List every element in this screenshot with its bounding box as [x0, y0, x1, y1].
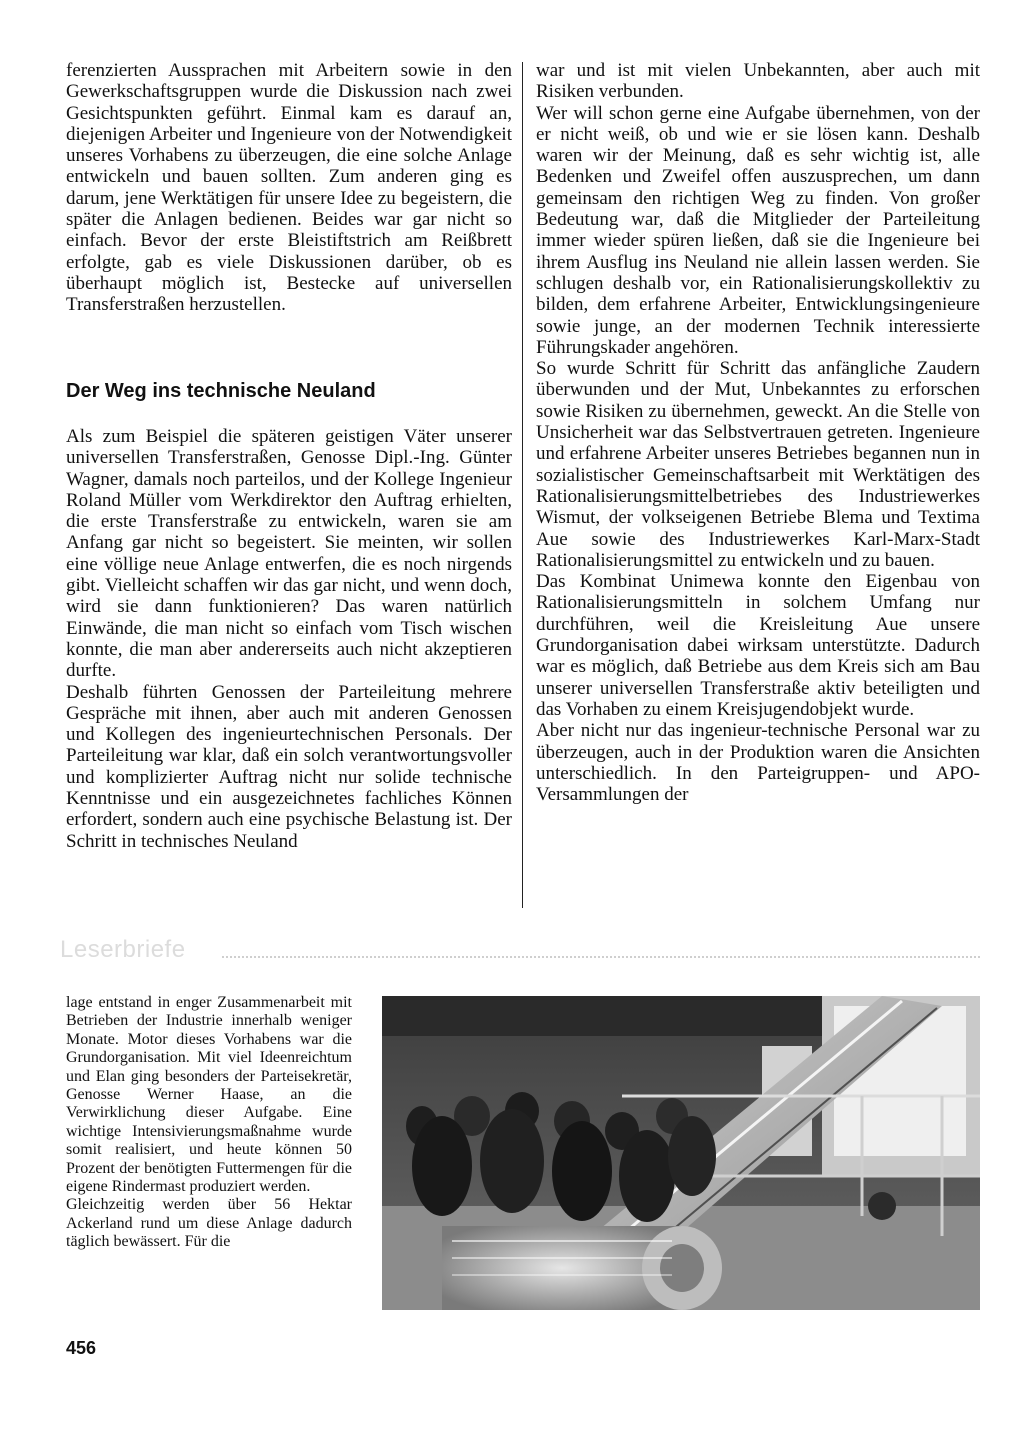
- letter-paragraph-1: lage entstand in enger Zusammenarbeit mit Betrieben der Industrie innerhalb weniger Monate. Motor dieses Vorhabens war die Grundorganisation. Mit viel Ideenreichtum und Elan ging besonders der Parteisekretär, Genosse Werner Haase, an die Verwirklichung dieser Aufgabe. Eine wichtige Intensivierungsmaßnahme wurde somit realisiert, und heute können 50 Prozent der benötigten Futtermengen für die eigene Rindermast produziert werden.: [66, 994, 352, 1196]
- right-paragraph-5: Aber nicht nur das ingenieur-technische Personal war zu überzeugen, auch in der Produktion waren die Ansichten unterschiedlich. In den Parteigruppen- und APO-Versammlungen der: [536, 720, 980, 806]
- right-column: [536, 60, 980, 805]
- left-paragraph-3: Deshalb führten Genossen der Parteileitung mehrere Gespräche mit ihnen, aber auch mit anderen Genossen und Kollegen des ingenieurtechnischen Personals. Der Parteileitung war klar, daß ein solch verantwortungsvoller und komplizierter Auftrag nicht nur solide technische Kenntnisse und ein ausgezeichnetes fachliches Können erfordert, sondern auch eine psychische Belastung ist. Der Schritt in technisches Neuland: [66, 681, 512, 852]
- column-divider: [522, 62, 523, 908]
- section-label: Leserbriefe: [60, 936, 186, 963]
- left-paragraph-1: ferenzierten Aussprachen mit Arbeitern sowie in den Gewerkschaftsgruppen wurde die Diskussion nach zwei Gesichtspunkten geführt. Einmal kam es darauf an, diejenigen Arbeiter und Ingenieure von der Notwendigkeit unseres Vorhabens zu überzeugen, die eine solche Anlage entwickeln und bauen sollten. Zum anderen ging es darum, jene Werktätigen für unsere Idee zu begeistern, die später die Anlagen bedienen. Beides war gar nicht so einfach. Bevor der erste Bleistiftstrich am Reißbrett erfolgte, gab es viele Diskussionen darüber, ob es überhaupt möglich ist, Bestecke auf universellen Transferstraßen herzustellen.: [66, 60, 512, 316]
- left-column-bottom: [66, 426, 512, 852]
- section-rule: [222, 956, 980, 958]
- right-paragraph-1: war und ist mit vielen Unbekannten, aber auch mit Risiken verbunden.: [536, 60, 980, 103]
- right-paragraph-4: Das Kombinat Unimewa konnte den Eigenbau von Rationalisierungsmitteln in solchem Umfang nur durchführen, weil die Kreisleitung Aue unsere Grundorganisation dabei wirksam unterstützte. Dadurch war es möglich, daß Betriebe aus dem Kreis sich am Bau unserer universellen Transferstraße aktiv beteiligten und das Vorhaben zu einem Kreisjugendobjekt wurde.: [536, 571, 980, 720]
- letter-column: [66, 994, 352, 1252]
- section-heading: Der Weg ins technische Neuland: [66, 380, 376, 402]
- photo-illustration: [382, 996, 980, 1310]
- right-paragraph-2: Wer will schon gerne eine Aufgabe übernehmen, von der er nicht weiß, ob und wie er sie lösen kann. Deshalb waren wir der Meinung, daß es sehr wichtig ist, alle Bedenken und Zweifel offen auszusprechen, um dann gemeinsam den richtigen Weg zu finden. Von großer Bedeutung war, daß die Mitglieder der Parteileitung immer wieder spüren ließen, daß sie die Ingenieure bei ihrem Ausflug ins Neuland nie allein lassen werden. Sie schlugen deshalb vor, ein Rationalisierungskollektiv zu bilden, dem erfahrene Arbeiter, Entwicklungsingenieure sowie junge, an der modernen Technik interessierte Führungskader angehören.: [536, 102, 980, 358]
- page-number: 456: [66, 1338, 97, 1358]
- letter-paragraph-2: Gleichzeitig werden über 56 Hektar Ackerland rund um diese Anlage dadurch täglich bewässert. Für die: [66, 1196, 352, 1251]
- left-paragraph-2: Als zum Beispiel die späteren geistigen Väter unserer universellen Transferstraßen, Genosse Dipl.-Ing. Günter Wagner, damals noch parteilos, und der Kollege Ingenieur Roland Müller vom Werkdirektor den Auftrag erhielten, die erste Transferstraße zu entwickeln, waren sie am Anfang gar nicht so begeistert. Sie meinten, wir sollen eine völlige neue Anlage entwerfen, die es noch nirgends gibt. Vielleicht schaffen wir das gar nicht, und wenn doch, wird sie dann funktionieren? Das waren natürlich Einwände, die man nicht so einfach vom Tisch wischen konnte, die man aber andererseits auch nicht akzeptieren durfte.: [66, 426, 512, 682]
- left-column-top: [66, 60, 512, 316]
- photo-conveyor-visit: [382, 996, 980, 1310]
- right-paragraph-3: So wurde Schritt für Schritt das anfängliche Zaudern überwunden und der Mut, Unbekanntes zu erforschen sowie Risiken zu übernehmen, geweckt. An die Stelle von Unsicherheit war das Selbstvertrauen getreten. Ingenieure und erfahrene Arbeiter unseres Betriebes begannen nun in sozialistischer Gemeinschaftsarbeit mit Werktätigen des Rationalisierungsmittelbetriebes des Industriewerkes Wismut, der volkseigenen Betriebe Blema und Textima Aue sowie des Industriewerkes Karl-Marx-Stadt Rationalisierungsmittel zu entwickeln und zu bauen.: [536, 358, 980, 571]
